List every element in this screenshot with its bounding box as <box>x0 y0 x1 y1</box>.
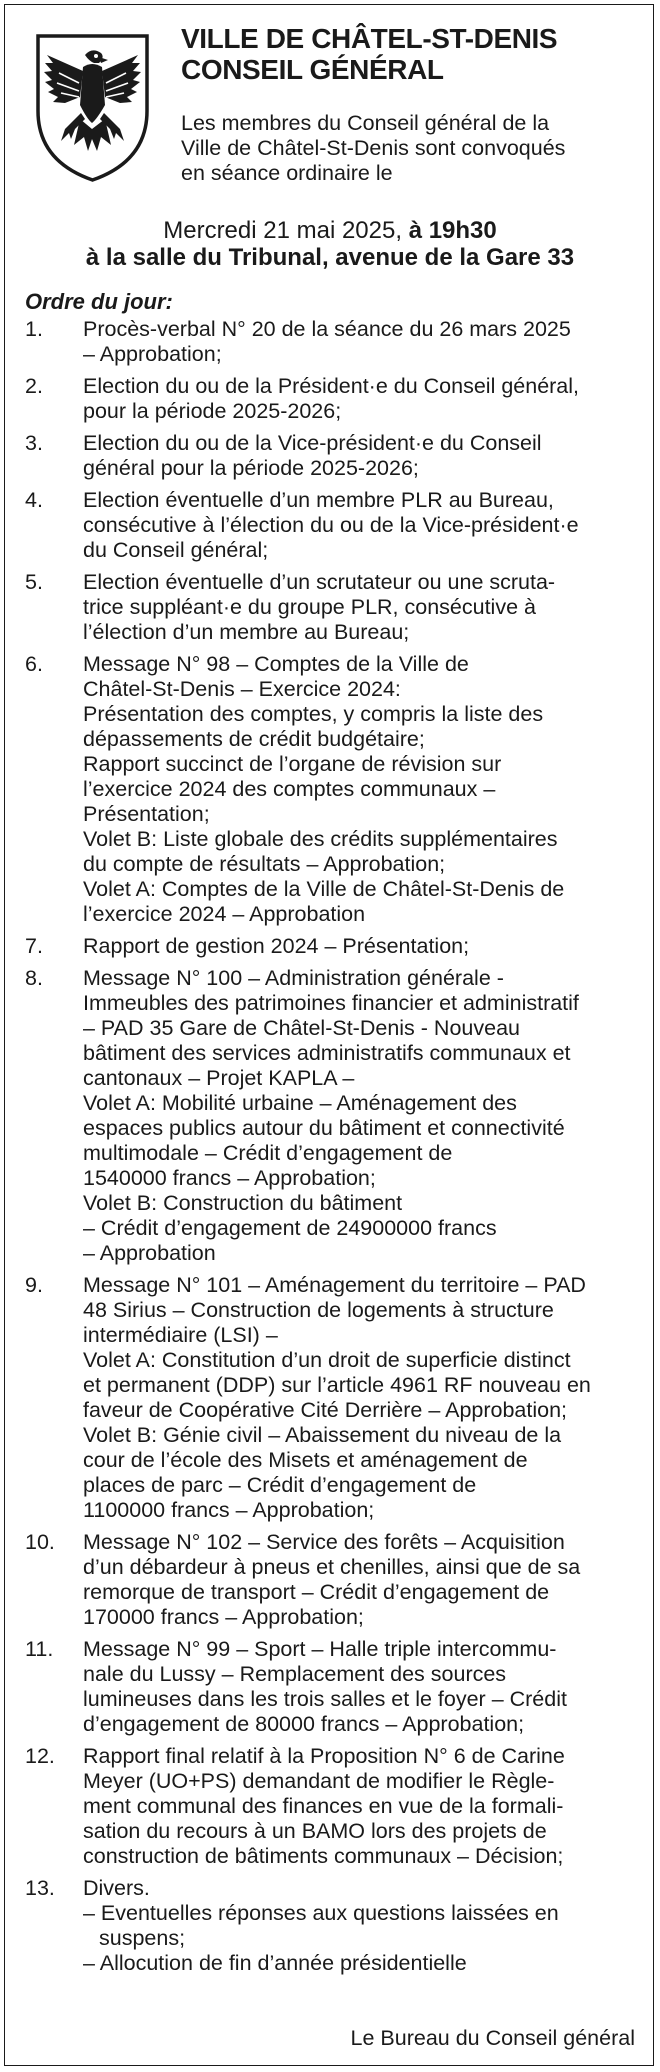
agenda-item-line: Rapport succinct de l’organe de révision sur <box>83 752 502 776</box>
agenda-item-text <box>83 1637 645 1737</box>
agenda-item-line: d’un débardeur à pneus et chenilles, ainsi que de sa <box>83 1555 581 1579</box>
agenda-item-line: Volet A: Mobilité urbaine – Aménagement des <box>83 1091 517 1115</box>
agenda-item-line: Rapport de gestion 2024 – Présentation; <box>83 934 470 958</box>
notice-frame <box>4 4 654 2066</box>
agenda-item <box>25 1273 645 1523</box>
agenda-item-line: consécutive à l’élection du ou de la Vice-président·e <box>83 513 579 537</box>
agenda-item-line: pour la période 2025-2026; <box>83 399 342 423</box>
agenda-item-number: 2. <box>25 374 43 398</box>
agenda-item-line: Message N° 99 – Sport – Halle triple intercommu- <box>83 1637 557 1661</box>
agenda-item-text <box>83 431 645 481</box>
agenda-item-text <box>83 317 645 367</box>
agenda-heading: Ordre du jour: <box>25 289 173 314</box>
agenda-item-line: Message N° 102 – Service des forêts – Acquisition <box>83 1530 565 1554</box>
title-city: VILLE DE CHÂTEL-ST-DENIS <box>181 23 558 54</box>
agenda-item <box>25 966 645 1266</box>
agenda-item-line: Message N° 100 – Administration générale - <box>83 966 504 990</box>
agenda-item-line: multimodale – Crédit d’engagement de <box>83 1141 453 1165</box>
header-block <box>181 23 641 186</box>
agenda-item <box>25 570 645 645</box>
intro-paragraph <box>181 111 641 186</box>
agenda-item-text <box>83 1744 645 1869</box>
agenda-item-number: 3. <box>25 431 43 455</box>
agenda-item-line: Présentation des comptes, y compris la liste des <box>83 702 544 726</box>
signature-line: Le Bureau du Conseil général <box>350 2026 635 2050</box>
agenda-item-number: 13. <box>25 1876 55 1900</box>
agenda-item-text <box>83 934 645 959</box>
agenda-item-line: cour de l’école des Misets et aménagement de <box>83 1448 528 1472</box>
agenda-item-line: 1540000 francs – Approbation; <box>83 1166 376 1190</box>
agenda-item <box>25 317 645 367</box>
agenda-item-line: Procès-verbal N° 20 de la séance du 26 mars 2025 <box>83 317 571 341</box>
agenda-item-line: faveur de Coopérative Cité Derrière – Approbation; <box>83 1398 568 1422</box>
agenda-item-line: l’exercice 2024 des comptes communaux – <box>83 777 496 801</box>
agenda-item <box>25 374 645 424</box>
agenda-item-line: et permanent (DDP) sur l’article 4961 RF nouveau en <box>83 1373 591 1397</box>
agenda-item-line: cantonaux – Projet KAPLA – <box>83 1066 355 1090</box>
agenda-item <box>25 1530 645 1630</box>
agenda-item-text <box>83 374 645 424</box>
meeting-date: Mercredi 21 mai 2025, <box>163 217 409 244</box>
agenda-item-line: ment communal des finances en vue de la formali- <box>83 1794 564 1818</box>
agenda-item-number: 10. <box>25 1530 55 1554</box>
agenda-item-line: du Conseil général; <box>83 538 269 562</box>
agenda-item <box>25 1637 645 1737</box>
agenda-item-number: 6. <box>25 652 43 676</box>
agenda-item-line: Volet B: Construction du bâtiment <box>83 1191 403 1215</box>
agenda-item-number: 5. <box>25 570 43 594</box>
agenda-item-number: 1. <box>25 317 43 341</box>
agenda-item-text <box>83 1273 645 1523</box>
agenda-item-line: du compte de résultats – Approbation; <box>83 852 446 876</box>
intro-line: Les membres du Conseil général de la <box>181 111 550 135</box>
agenda-item <box>25 652 645 927</box>
agenda-item-line: trice suppléant·e du groupe PLR, consécutive à <box>83 595 536 619</box>
agenda-item-line: 48 Sirius – Construction de logements à structure <box>83 1298 554 1322</box>
agenda-item-line: Election du ou de la Président·e du Conseil général, <box>83 374 580 398</box>
agenda-item-line: Message N° 98 – Comptes de la Ville de <box>83 652 469 676</box>
agenda-item-line: général pour la période 2025-2026; <box>83 456 419 480</box>
agenda-item-line: Châtel-St-Denis – Exercice 2024: <box>83 677 401 701</box>
agenda-item-line: sation du recours à un BAMO lors des projets de <box>83 1819 547 1843</box>
agenda-item-line: Election éventuelle d’un scrutateur ou une scruta- <box>83 570 556 594</box>
agenda-item-line: Election éventuelle d’un membre PLR au Bureau, <box>83 488 554 512</box>
meeting-time: à 19h30 <box>408 217 497 244</box>
agenda-item-line: Volet B: Génie civil – Abaissement du niveau de la <box>83 1423 562 1447</box>
agenda-item-number: 7. <box>25 934 43 958</box>
agenda-item-line: Election du ou de la Vice-président·e du Conseil <box>83 431 542 455</box>
agenda-item-number: 8. <box>25 966 43 990</box>
agenda-item-line: Message N° 101 – Aménagement du territoire – PAD <box>83 1273 586 1297</box>
agenda-item-number: 12. <box>25 1744 55 1768</box>
agenda-item-line: Rapport final relatif à la Proposition N° 6 de Carine <box>83 1744 565 1768</box>
agenda-item-line: bâtiment des services administratifs communaux et <box>83 1041 571 1065</box>
agenda-item-text <box>83 570 645 645</box>
agenda-item <box>25 488 645 563</box>
agenda-item-line: Volet A: Comptes de la Ville de Châtel-St-Denis de <box>83 877 565 901</box>
intro-line: Ville de Châtel-St-Denis sont convoqués <box>181 136 566 160</box>
agenda-item-line: Meyer (UO+PS) demandant de modifier le Règle- <box>83 1769 555 1793</box>
agenda-item-line: d’engagement de 80000 francs – Approbation; <box>83 1712 525 1736</box>
agenda-item-line: – Allocution de fin d’année présidentielle <box>83 1951 467 1975</box>
agenda-item-line: l’exercice 2024 – Approbation <box>83 902 366 926</box>
agenda-item-line: construction de bâtiments communaux – Décision; <box>83 1844 564 1868</box>
agenda-item-line: – Approbation <box>83 1241 216 1265</box>
agenda-item-line: Présentation; <box>83 802 210 826</box>
agenda-item-line: – Crédit d’engagement de 24900000 francs <box>83 1216 497 1240</box>
meeting-datetime <box>5 217 655 244</box>
agenda-item-text <box>83 652 645 927</box>
agenda-item-line: – Eventuelles réponses aux questions laissées en <box>83 1901 559 1925</box>
agenda-item-line: Immeubles des patrimoines financier et administratif <box>83 991 579 1015</box>
agenda-item <box>25 431 645 481</box>
agenda-item-line: 170000 francs – Approbation; <box>83 1605 364 1629</box>
title-council: CONSEIL GÉNÉRAL <box>181 54 444 85</box>
coat-of-arms-eagle-logo <box>35 33 150 183</box>
agenda-item-line: places de parc – Crédit d’engagement de <box>83 1473 477 1497</box>
agenda-item-line: – PAD 35 Gare de Châtel-St-Denis - Nouveau <box>83 1016 520 1040</box>
agenda-item-line: Volet B: Liste globale des crédits supplémentaires <box>83 827 558 851</box>
agenda-item-line: intermédiaire (LSI) – <box>83 1323 278 1347</box>
agenda-item-line: Divers. <box>83 1876 150 1900</box>
agenda-item-line: l’élection d’un membre au Bureau; <box>83 620 410 644</box>
agenda-item-line: suspens; <box>99 1926 186 1950</box>
intro-line: en séance ordinaire le <box>181 161 393 185</box>
agenda-item-line: dépassements de crédit budgétaire; <box>83 727 425 751</box>
agenda-item-number: 9. <box>25 1273 43 1297</box>
agenda-list <box>25 317 645 1983</box>
agenda-item <box>25 1744 645 1869</box>
agenda-item-line: 1100000 francs – Approbation; <box>83 1498 375 1522</box>
agenda-item-text <box>83 488 645 563</box>
agenda-item-line: lumineuses dans les trois salles et le foyer – Crédit <box>83 1687 567 1711</box>
agenda-item-line: espaces publics autour du bâtiment et connectivité <box>83 1116 565 1140</box>
agenda-item-line: – Approbation; <box>83 342 222 366</box>
agenda-item <box>25 934 645 959</box>
meeting-location: à la salle du Tribunal, avenue de la Gare 33 <box>85 244 575 271</box>
agenda-item-line: Volet A: Constitution d’un droit de superficie distinct <box>83 1348 571 1372</box>
meeting-info <box>5 217 655 271</box>
agenda-item-line: nale du Lussy – Remplacement des sources <box>83 1662 507 1686</box>
agenda-item-number: 4. <box>25 488 43 512</box>
agenda-item <box>25 1876 645 1976</box>
agenda-item-text <box>83 1530 645 1630</box>
agenda-item-line: remorque de transport – Crédit d’engagement de <box>83 1580 550 1604</box>
agenda-item-number: 11. <box>25 1637 54 1661</box>
agenda-item-text <box>83 1876 645 1976</box>
agenda-item-text <box>83 966 645 1266</box>
